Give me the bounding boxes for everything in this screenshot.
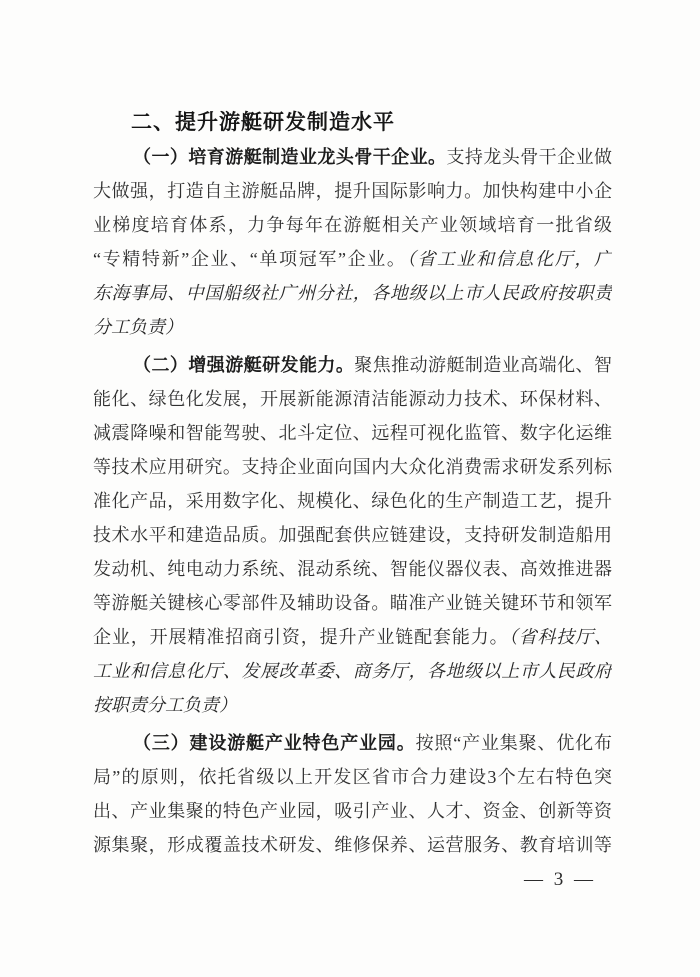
text-segment-body: 能化、绿色化发展，开展新能源清洁能源动力技术、环保材料、 — [93, 389, 612, 409]
text-segment-body: 业梯度培育体系，力争每年在游艇相关产业领域培育一批省级 — [93, 215, 612, 235]
text-line — [93, 586, 612, 620]
text-line — [93, 208, 612, 242]
text-line — [93, 726, 612, 760]
text-segment-body: 聚焦推动游艇制造业高端化、智 — [354, 355, 612, 375]
text-segment-body: 支持龙头骨干企业做 — [446, 147, 612, 167]
document-body — [93, 140, 612, 862]
text-line — [93, 382, 612, 416]
text-segment-lead: （一）培育游艇制造业龙头骨干企业。 — [133, 147, 447, 167]
section-heading: 二、提升游艇研发制造水平 — [131, 111, 395, 134]
text-segment-kai: （省科技厅、 — [508, 627, 612, 647]
paragraph — [93, 140, 612, 344]
text-line — [93, 760, 612, 794]
text-segment-body: 发动机、纯电动力系统、混动系统、智能仪器仪表、高效推进器 — [93, 559, 612, 579]
text-segment-lead: （三）建设游艇产业特色产业园。 — [133, 733, 416, 753]
text-segment-body: 源集聚，形成覆盖技术研发、维修保养、运营服务、教育培训等 — [93, 835, 612, 855]
text-segment-body: “专精特新”企业、“单项冠军”企业。 — [93, 249, 407, 269]
text-line — [93, 688, 612, 722]
text-segment-kai: 东海事局、中国船级社广州分社，各地级以上市人民政府按职责 — [93, 283, 612, 303]
text-segment-body: 等游艇关键核心零部件及辅助设备。瞄准产业链关键环节和领军 — [93, 593, 612, 613]
text-line — [93, 276, 612, 310]
text-line — [93, 348, 612, 382]
text-line — [93, 518, 612, 552]
page-number: — 3 — — [524, 869, 596, 890]
text-segment-body: 按照“产业集聚、优化布 — [415, 733, 612, 753]
text-segment-body: 大做强，打造自主游艇品牌，提升国际影响力。加快构建中小企 — [93, 181, 612, 201]
text-segment-lead: （二）增强游艇研发能力。 — [133, 355, 355, 375]
text-line — [93, 140, 612, 174]
text-line — [93, 174, 612, 208]
text-line — [93, 242, 612, 276]
text-line — [93, 484, 612, 518]
text-segment-body: 出、产业集聚的特色产业园，吸引产业、人才、资金、创新等资 — [93, 801, 612, 821]
text-segment-kai: 工业和信息化厅、发展改革委、商务厅，各地级以上市人民政府 — [93, 661, 612, 681]
paragraph — [93, 726, 612, 862]
text-line — [93, 620, 612, 654]
text-segment-kai: （省工业和信息化厅，广 — [406, 249, 612, 269]
text-line — [93, 828, 612, 862]
paragraph — [93, 348, 612, 722]
text-line — [93, 450, 612, 484]
text-segment-body: 局”的原则，依托省级以上开发区省市合力建设3个左右特色突 — [93, 767, 612, 787]
text-line — [93, 416, 612, 450]
text-segment-body: 技术水平和建造品质。加强配套供应链建设，支持研发制造船用 — [93, 525, 612, 545]
text-segment-body: 准化产品，采用数字化、规模化、绿色化的生产制造工艺，提升 — [93, 491, 612, 511]
text-line — [93, 654, 612, 688]
text-segment-kai: 分工负责） — [93, 317, 183, 337]
text-line — [93, 310, 612, 344]
text-segment-body: 减震降噪和智能驾驶、北斗定位、远程可视化监管、数字化运维 — [93, 423, 612, 443]
text-line — [93, 794, 612, 828]
text-line — [93, 552, 612, 586]
text-segment-body: 企业，开展精准招商引资，提升产业链配套能力。 — [93, 627, 509, 647]
text-segment-kai: 按职责分工负责） — [93, 695, 237, 715]
text-segment-body: 等技术应用研究。支持企业面向国内大众化消费需求研发系列标 — [93, 457, 612, 477]
